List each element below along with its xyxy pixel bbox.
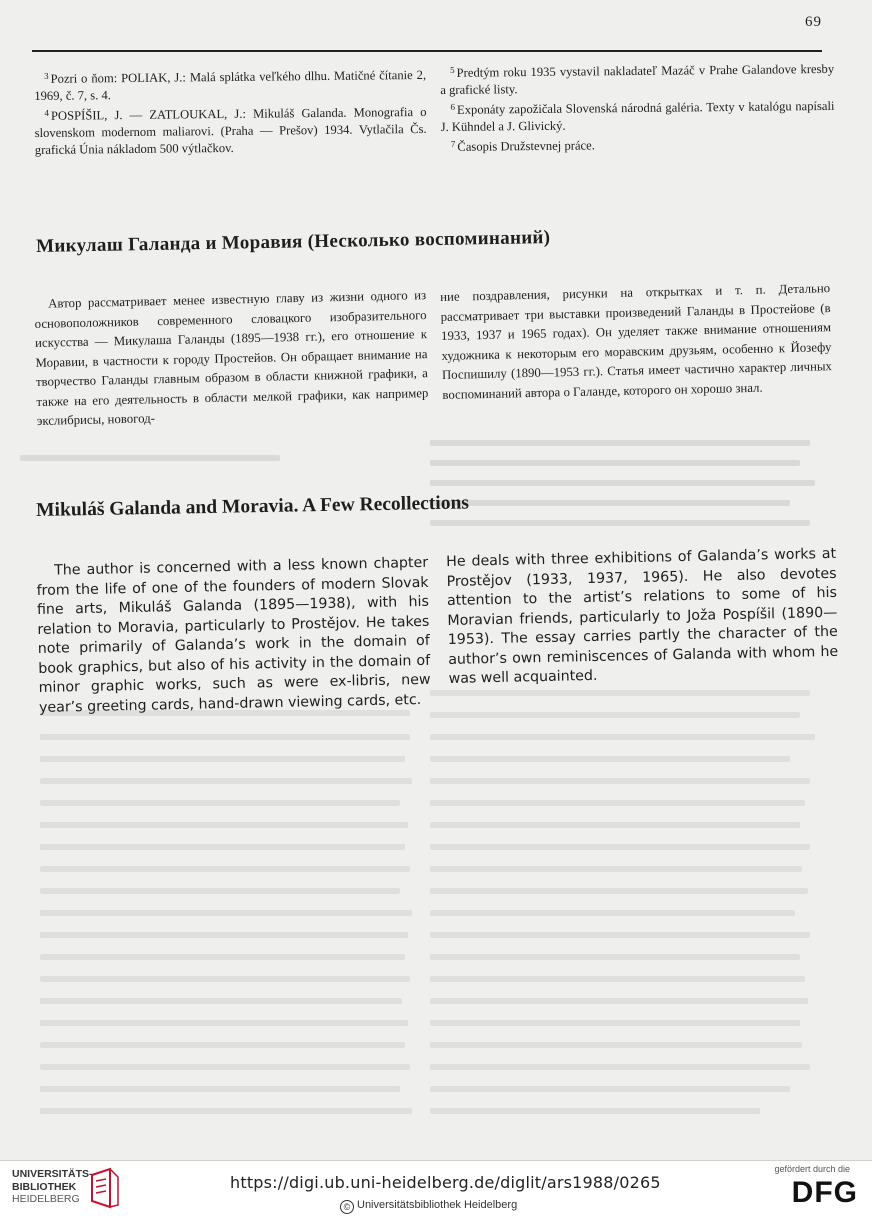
dfg-logo: DFG	[791, 1176, 858, 1209]
russian-abstract-right: ние поздравления, рисунки на открытках и т. п. Детально рассматривает три выставки произведений Галанды в Простейове (в 1933, 1937 и 1965 годах). Он уделяет также внимание отношениям художника к некоторым его моравским друзьям, особенно к Йозефу Поспишилу (1890—1953 гг.). Статья имеет частично характер личных воспоминаний автора о Галанде, которого он хорошо знал.	[440, 281, 833, 402]
footnote-6: $^6$ Exponáty zapožičala Slovenská národná galéria. Texty v katalógu napísali J. Kühndel a J. Glivický.	[440, 98, 835, 134]
show-through-lower	[20, 690, 840, 1140]
library-name: UNIVERSITÄTS- BIBLIOTHEK HEIDELBERG	[12, 1168, 93, 1205]
page-number: 69	[805, 14, 822, 30]
footnote-3: $^3$ Pozri o ňom: POLIAK, J.: Malá splátka veľkého dlhu. Matičné čítanie 2, 1969, č. 7, s. 4.	[34, 67, 427, 103]
footnote-7: $^7$ Časopis Družstevnej práce.	[450, 138, 595, 154]
footnote-4: $^4$ POSPÍŠIL, J. — ZATLOUKAL, J.: Mikuláš Galanda. Monografia o slovenskom modernom maliarovi. (Praha — Prešov) 1934. Vytlačila Čs. grafická Únia nákladom 500 výtlačkov.	[34, 104, 427, 157]
header-rule	[32, 50, 822, 52]
footnotes-right	[440, 58, 835, 156]
copyright-icon: ©	[340, 1200, 354, 1214]
russian-abstract-left: Автор рассматривает менее известную главу из жизни одного из основоположников современного словацкого изобразительного искусства — Микулаша Галанды (1895—1938 гг.), его отношение к Моравии, в частности к городу Простейов. Он обращает внимание на творчество Галанды главным образом в области книжной графики, а также на его деятельность в области мелкой графики, как например экслибрисы, новогод-	[34, 288, 429, 428]
english-abstract-left: The author is concerned with a less known chapter from the life of one of the founders of modern Slovak fine arts, Mikuláš Galanda (1895—1938), with his relation to Moravia, particularly to Prostějov. He takes note primarily of Galanda’s work in the domain of book graphics, but also of his activity in the domain of minor graphic works, such as were ex-libris, new year’s greeting cards, hand-drawn viewing cards, etc.	[36, 554, 431, 716]
english-title: Mikuláš Galanda and Moravia. A Few Recollections	[36, 492, 470, 521]
english-abstract-right: He deals with three exhibitions of Galanda’s works at Prostějov (1933, 1937, 1965). He also devotes attention to the artist’s relations to some of his Moravian friends, particularly to Joža Pospíšil (1890—1953). The essay carries partly the character of the author’s own reminiscences of Galanda with whom he was well acquainted.	[446, 545, 839, 687]
footnotes-left	[34, 64, 427, 159]
russian-title: Микулаш Галанда и Моравия (Несколько воспоминаний)	[36, 227, 551, 257]
footnote-5: $^5$ Predtým roku 1935 vystavil nakladateľ Mazáč v Prahe Galandove kresby a grafické listy.	[440, 61, 835, 97]
permalink-url[interactable]: https://digi.ub.uni-heidelberg.de/diglit/ars1988/0265	[230, 1173, 661, 1192]
viewer-footer	[0, 1160, 872, 1220]
funding-caption: gefördert durch die	[774, 1164, 850, 1174]
library-logo-icon	[88, 1167, 122, 1209]
copyright-notice: © Universitätsbibliothek Heidelberg	[340, 1199, 517, 1214]
